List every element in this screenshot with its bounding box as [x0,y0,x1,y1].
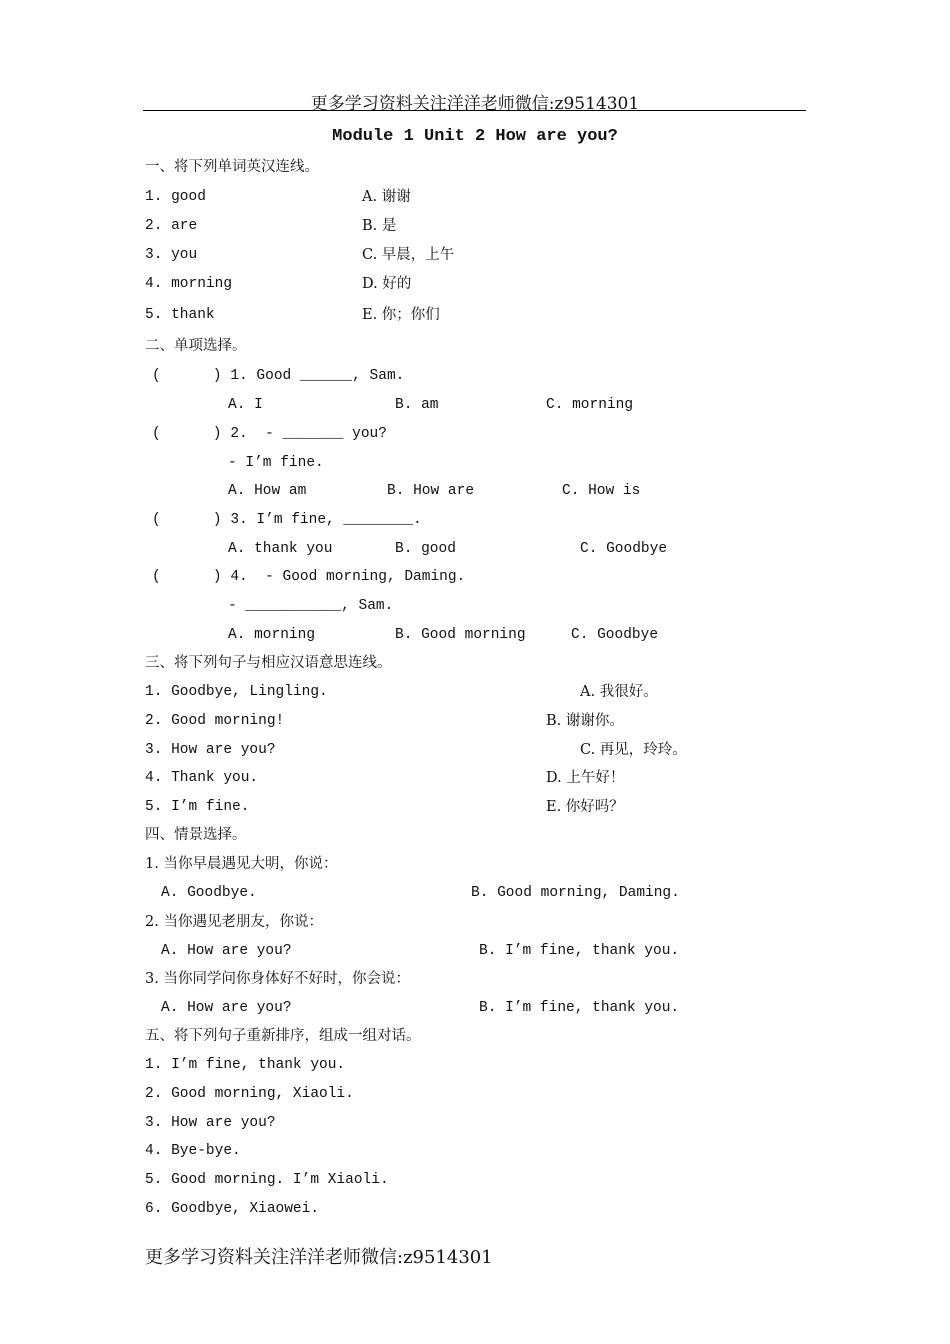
s1-word: 4. morning [145,276,233,292]
s2-q4-option-c: C. Goodbye [571,627,659,643]
s2-q4-response: - ___________, Sam. [228,598,394,614]
s5-sentence: 5. Good morning. I’m Xiaoli. [145,1172,389,1188]
section4-heading: 四、情景选择。 [145,827,247,843]
s2-q2-option-a: A. How am [228,483,307,499]
s4-q3-option-a: A. How are you? [161,1000,292,1016]
section2-heading: 二、单项选择。 [145,338,247,354]
s4-q3-stem: 3. 当你同学问你身体好不好时，你会说： [145,971,410,987]
header-divider [143,110,806,111]
s4-q2-option-a: A. How are you? [161,943,292,959]
s3-sentence: 4. Thank you. [145,770,259,786]
s3-meaning: D. 上午好！ [546,770,625,786]
s5-sentence: 3. How are you? [145,1115,276,1131]
s2-q2-stem: ( ) 2. - _______ you? [152,426,387,442]
s5-sentence: 2. Good morning, Xiaoli. [145,1086,354,1102]
s4-q1-option-a: A. Goodbye. [161,885,257,901]
s4-q1-option-b: B. Good morning, Daming. [471,885,680,901]
s4-q2-option-b: B. I’m fine, thank you. [479,943,680,959]
s2-q4-option-a: A. morning [228,627,316,643]
s1-word: 2. are [145,218,198,234]
s1-meaning: E. 你；你们 [362,307,440,323]
section1-heading: 一、将下列单词英汉连线。 [145,159,319,175]
s2-q2-option-c: C. How is [562,483,641,499]
s4-q2-stem: 2. 当你遇见老朋友，你说： [145,914,323,930]
s2-q3-option-c: C. Goodbye [580,541,668,557]
s2-q3-option-a: A. thank you [228,541,333,557]
s2-q2-option-b: B. How are [387,483,475,499]
s3-sentence: 3. How are you? [145,742,276,758]
s3-sentence: 1. Goodbye, Lingling. [145,684,328,700]
s1-word: 1. good [145,189,206,205]
s4-q1-stem: 1. 当你早晨遇见大明，你说： [145,856,338,872]
s3-sentence: 2. Good morning! [145,713,285,729]
s1-meaning: B. 是 [362,218,397,234]
s2-q4-option-b: B. Good morning [395,627,526,643]
s2-q1-option-c: C. morning [546,397,634,413]
s2-q1-option-a: A. I [228,397,263,413]
s3-meaning: E. 你好吗？ [546,799,624,815]
s5-sentence: 4. Bye-bye. [145,1143,241,1159]
s3-sentence: 5. I’m fine. [145,799,250,815]
s2-q1-option-b: B. am [395,397,439,413]
s3-meaning: C. 再见，玲玲。 [580,742,687,758]
page-footer: 更多学习资料关注洋洋老师微信:z9514301 [145,1247,493,1268]
document-title: Module 1 Unit 2 How are you? [332,127,618,146]
s1-meaning: C. 早晨，上午 [362,247,455,263]
s5-sentence: 6. Goodbye, Xiaowei. [145,1201,320,1217]
s1-word: 3. you [145,247,198,263]
s2-q2-response: - I’m fine. [228,455,324,471]
s1-meaning: A. 谢谢 [362,189,411,205]
s1-meaning: D. 好的 [362,276,412,292]
s4-q3-option-b: B. I’m fine, thank you. [479,1000,680,1016]
section5-heading: 五、将下列句子重新排序，组成一组对话。 [145,1028,421,1044]
s2-q4-stem: ( ) 4. - Good morning, Daming. [152,569,466,585]
section3-heading: 三、将下列句子与相应汉语意思连线。 [145,655,392,671]
page-header: 更多学习资料关注洋洋老师微信:z9514301 [310,94,640,114]
s2-q3-stem: ( ) 3. I’m fine, ________. [152,512,422,528]
s2-q1-stem: ( ) 1. Good ______, Sam. [152,368,405,384]
s2-q3-option-b: B. good [395,541,456,557]
s3-meaning: B. 谢谢你。 [546,713,624,729]
s1-word: 5. thank [145,307,215,323]
s5-sentence: 1. I’m fine, thank you. [145,1057,346,1073]
s3-meaning: A. 我很好。 [580,684,658,700]
